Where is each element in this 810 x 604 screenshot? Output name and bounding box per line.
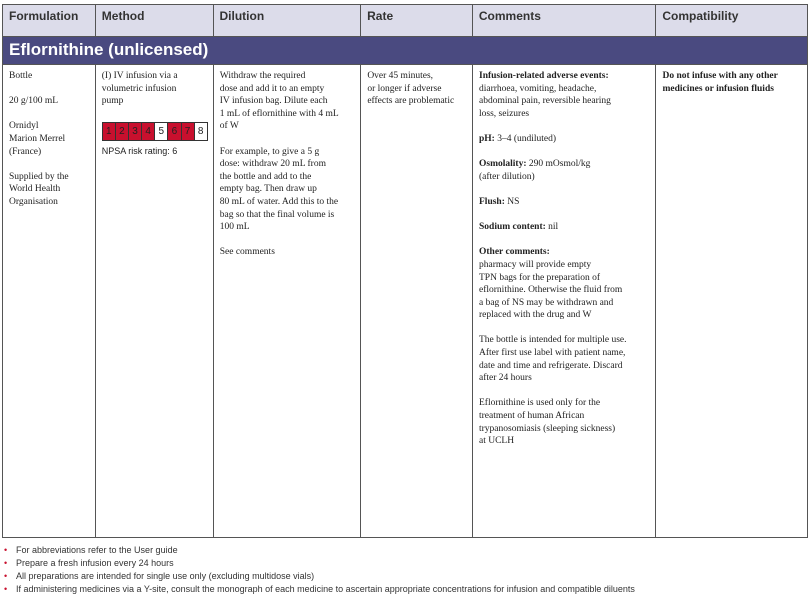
- bottle-use-info: [479, 334, 649, 384]
- ph-label: pH:: [479, 133, 495, 144]
- risk-box-8: 8: [194, 122, 208, 141]
- header-dilution: Dilution: [214, 5, 362, 36]
- sodium-info: [479, 221, 649, 234]
- bullet-icon: •: [4, 571, 8, 581]
- indication-line: treatment of human African: [479, 411, 585, 422]
- dilution-cell: [214, 65, 362, 537]
- bullet-icon: •: [4, 558, 8, 568]
- other-line: a bag of NS may be withdrawn and: [479, 297, 614, 308]
- formulation-supply: [9, 171, 89, 209]
- formulation-type: Bottle: [9, 71, 33, 81]
- footnote: [2, 570, 635, 583]
- body-row: [3, 65, 807, 537]
- risk-rating-label: NPSA risk rating: 6: [101, 145, 178, 156]
- method-line: volumetric infusion: [101, 83, 177, 94]
- indication-line: at UCLH: [479, 436, 515, 447]
- adverse-line: loss, seizures: [479, 108, 530, 119]
- header-row: [3, 5, 807, 37]
- footnote: [2, 557, 635, 570]
- formulation-cell: [3, 65, 96, 537]
- dilution-line: 80 mL of water. Add this to the: [219, 196, 339, 207]
- dilution-line: dose and add it to an empty: [219, 83, 325, 94]
- header-rate: Rate: [361, 5, 473, 36]
- bullet-icon: •: [4, 584, 8, 594]
- bottle-line: The bottle is intended for multiple use.: [479, 335, 627, 346]
- compatibility-text: [662, 70, 801, 95]
- ph-info: [479, 133, 649, 146]
- osmolality-note: (after dilution): [479, 171, 535, 182]
- risk-box-6: 6: [167, 122, 181, 141]
- brand-line: Marion Merrel: [9, 133, 66, 144]
- adverse-events: [479, 70, 649, 120]
- sodium-label: Sodium content:: [479, 222, 546, 233]
- other-comments: [479, 246, 649, 322]
- dilution-line: Withdraw the required: [219, 71, 306, 81]
- monograph-table: [2, 4, 808, 538]
- risk-box-4: 4: [141, 122, 155, 141]
- compatibility-line: Do not infuse with any other: [662, 71, 778, 81]
- supply-line: Organisation: [9, 196, 58, 207]
- bullet-icon: •: [4, 545, 8, 555]
- dilution-line: dose: withdraw 20 mL from: [219, 159, 326, 170]
- method-cell: [96, 65, 214, 537]
- footnote: [2, 544, 635, 557]
- rate-line: or longer if adverse: [367, 83, 442, 94]
- adverse-label: Infusion-related adverse events:: [479, 71, 609, 81]
- brand-line: Ornidyl: [9, 121, 39, 132]
- rate-line: Over 45 minutes,: [367, 71, 434, 81]
- rate-text: [367, 70, 466, 108]
- method-line: pump: [101, 96, 124, 107]
- compatibility-line: medicines or infusion fluids: [662, 83, 774, 94]
- indication-line: Eflornithine is used only for the: [479, 398, 601, 409]
- adverse-line: diarrhoea, vomiting, headache,: [479, 83, 597, 94]
- bottle-line: after 24 hours: [479, 373, 532, 384]
- bottle-line: After first use label with patient name,: [479, 348, 626, 359]
- comments-cell: [473, 65, 656, 537]
- osmolality-label: Osmolality:: [479, 159, 527, 170]
- indication-info: [479, 397, 649, 447]
- sodium-value: nil: [545, 222, 559, 233]
- footnote-text: For abbreviations refer to the User guide: [16, 545, 178, 555]
- flush-info: [479, 196, 649, 209]
- footnote-text: Prepare a fresh infusion every 24 hours: [16, 558, 174, 568]
- adverse-line: abdominal pain, reversible hearing: [479, 96, 611, 107]
- dilution-line: empty bag. Then draw up: [219, 184, 317, 195]
- dilution-line: IV infusion bag. Dilute each: [219, 96, 328, 107]
- dilution-line: of W: [219, 121, 239, 132]
- dilution-para-1: [220, 70, 355, 133]
- other-comments-label: Other comments:: [479, 247, 550, 258]
- brand-line: (France): [9, 146, 42, 157]
- dilution-line: bag so that the final volume is: [219, 209, 335, 220]
- dilution-para-2: [220, 146, 355, 234]
- header-compatibility: Compatibility: [662, 9, 739, 23]
- compatibility-cell: [656, 65, 807, 537]
- risk-rating-boxes: [102, 122, 207, 141]
- drug-title: Eflornithine (unlicensed): [3, 37, 807, 65]
- other-line: TPN bags for the preparation of: [479, 272, 601, 283]
- risk-box-3: 3: [128, 122, 142, 141]
- rate-line: effects are problematic: [367, 96, 455, 107]
- risk-box-7: 7: [181, 122, 195, 141]
- indication-line: trypanosomiasis (sleeping sickness): [479, 423, 616, 434]
- supply-line: World Health: [9, 184, 61, 195]
- ph-value: 3–4 (undiluted): [494, 133, 557, 144]
- formulation-strength: 20 g/100 mL: [9, 96, 59, 107]
- dilution-line: For example, to give a 5 g: [219, 146, 320, 157]
- risk-box-1: 1: [102, 122, 116, 141]
- osmolality-value: 290 mOsmol/kg: [526, 159, 591, 170]
- other-line: replaced with the drug and W: [479, 310, 592, 321]
- rate-cell: [361, 65, 473, 537]
- header-comments: Comments: [473, 5, 657, 36]
- footnotes: [2, 544, 635, 596]
- other-line: eflornithine. Otherwise the fluid from: [479, 285, 623, 296]
- osmolality-info: [479, 158, 649, 183]
- method-text: [102, 70, 207, 108]
- dilution-line: 1 mL of eflornithine with 4 mL: [219, 108, 339, 119]
- flush-label: Flush:: [479, 196, 505, 207]
- flush-value: NS: [504, 196, 520, 207]
- risk-box-2: 2: [115, 122, 129, 141]
- header-method: Method: [96, 5, 214, 36]
- dilution-line: 100 mL: [219, 222, 250, 233]
- risk-box-5: 5: [154, 122, 168, 141]
- dilution-line: the bottle and add to the: [219, 171, 312, 182]
- bottle-line: date and time and refrigerate. Discard: [479, 360, 623, 371]
- footnote: [2, 583, 635, 596]
- footnote-text: If administering medicines via a Y-site, consult the monograph of each medicine to ascertain appropriate concentrations for infusion and compatible diluents: [16, 584, 635, 594]
- formulation-brand: [9, 120, 89, 158]
- method-line: (I) IV infusion via a: [101, 71, 178, 81]
- footnote-text: All preparations are intended for single use only (excluding multidose vials): [16, 571, 315, 581]
- dilution-see-comments: See comments: [219, 247, 275, 258]
- header-formulation: Formulation: [3, 5, 96, 36]
- supply-line: Supplied by the: [9, 171, 69, 182]
- other-line: pharmacy will provide empty: [479, 259, 592, 270]
